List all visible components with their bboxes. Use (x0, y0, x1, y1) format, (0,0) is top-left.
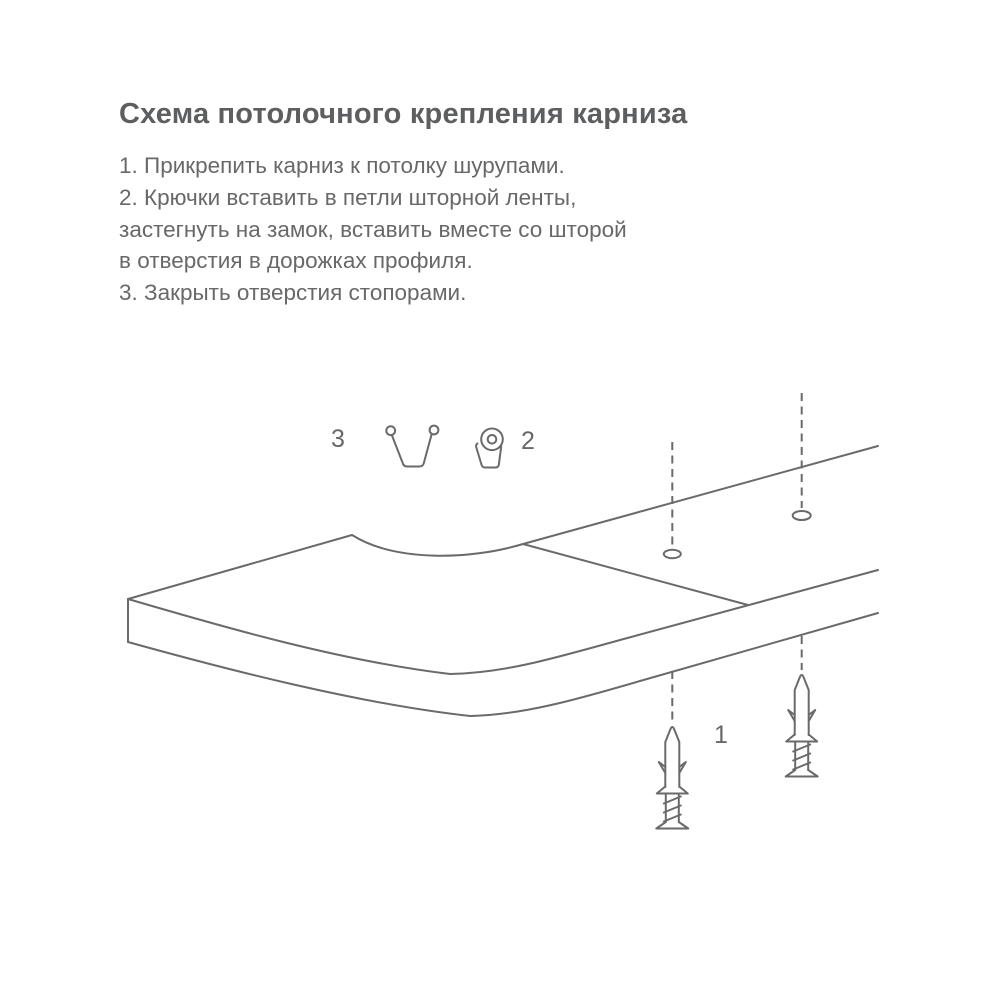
curtain-rail-profile (128, 446, 878, 716)
page-title: Схема потолочного крепления карниза (119, 98, 688, 131)
mounting-hole-right (793, 511, 811, 520)
instruction-line: 1. Прикрепить карниз к потолку шурупами. (119, 153, 565, 178)
label-stopper: 3 (331, 425, 345, 453)
mounting-hole-left (664, 550, 681, 558)
instruction-line: в отверстия в дорожках профиля. (119, 248, 473, 274)
rail-seam-line (523, 544, 748, 605)
rail-front-top-edge (128, 570, 878, 674)
rail-back-edge-left (128, 535, 352, 599)
instruction-line: 2. Крючки вставить в петли шторной ленты, (119, 184, 577, 210)
dowel-screw-icon-right (786, 675, 818, 777)
hook-icon (476, 429, 503, 468)
stopper-icon (386, 426, 438, 467)
instruction-line: застегнуть на замок, вставить вместе со шторой (119, 216, 627, 242)
dowel-screw-icon-left (656, 727, 688, 829)
label-screws: 1 (714, 721, 728, 749)
rail-back-edge-right (523, 446, 878, 544)
rail-inner-bend-edge (352, 535, 523, 556)
rail-bottom-edge (128, 613, 878, 716)
instruction-line: 3. Закрыть отверстия стопорами. (119, 280, 467, 306)
label-hook: 2 (521, 427, 535, 455)
